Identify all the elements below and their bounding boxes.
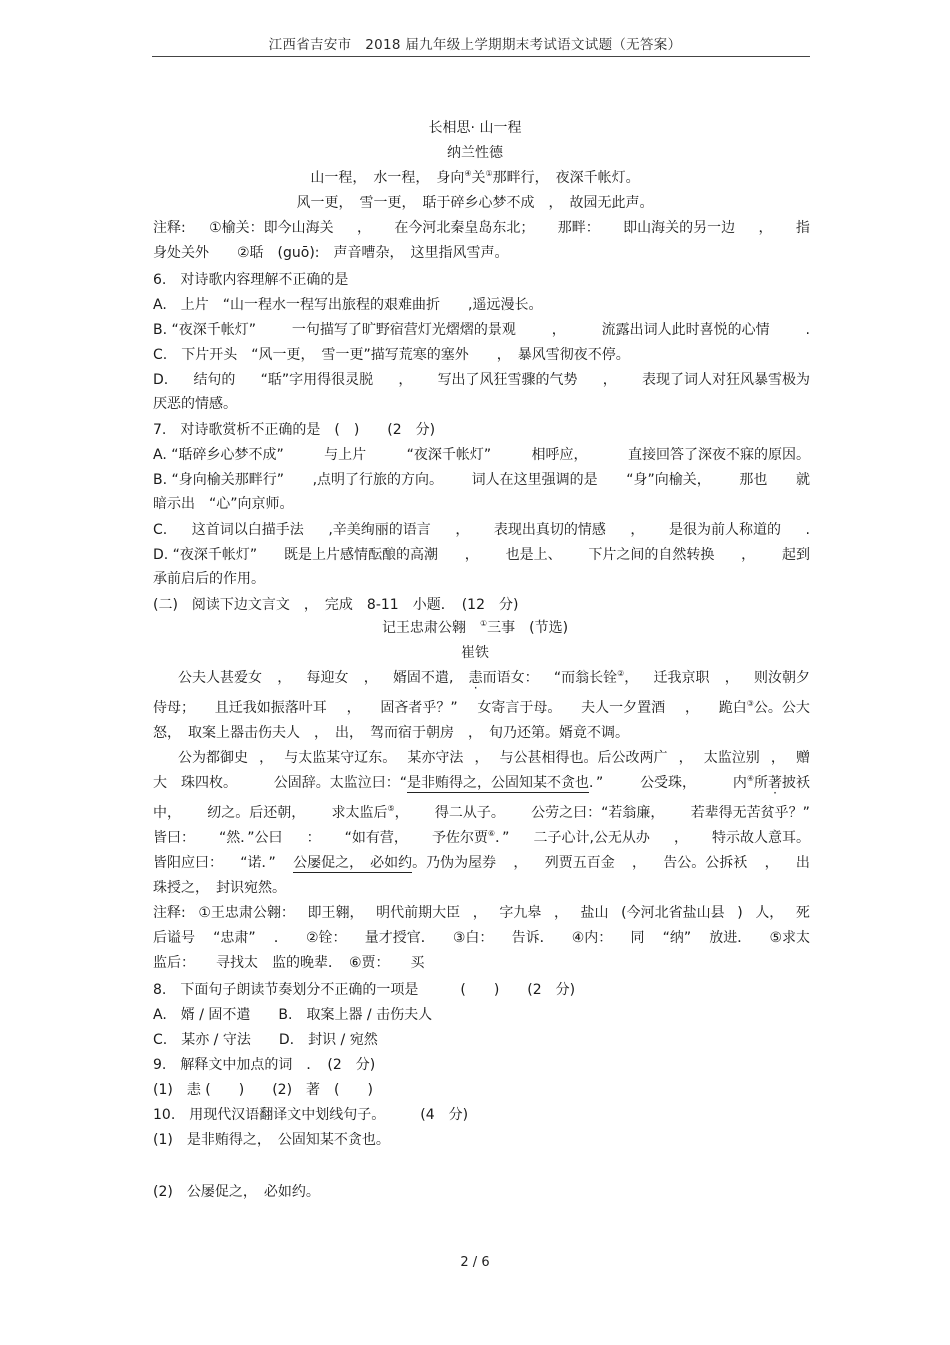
q7-option-d: D. “夜深千帐灯” 既是上片感情酝酿的高潮 ， 也是上、 下片之间的自然转换 ， 起到 xyxy=(153,547,810,563)
dotted-word-hui: 恚 xyxy=(468,670,483,686)
q6-option-d: D. 结句的 “聒”字用得很灵脱 ， 写出了风狂雪骤的气势 ， 表现了词人对狂风暴雪极为 xyxy=(153,372,810,388)
q7-option-a: A. “聒碎乡心梦不成” 与上片 “夜深千帐灯” 相呼应， 直接回答了深夜不寐的原因。 xyxy=(153,447,810,463)
classical-text-title: 记王忠肃公翱 ①三事 (节选) xyxy=(381,619,569,636)
classical-text-author: 崔铁 xyxy=(461,645,489,661)
q8-options-cd: C. 某亦 / 守法 D. 封识 / 宛然 xyxy=(153,1032,378,1048)
underlined-sentence-1: 是非贿得之，公固知某不贪也 xyxy=(407,775,590,791)
q6-stem: 6. 对诗歌内容理解不正确的是 xyxy=(153,272,349,288)
text-p1-line1: 公夫人甚爱女 ， 每迎女 ， 婿固不遣, 恚而语女： “而翁长铨②， 迁我京职 ， 则汝朝夕 xyxy=(178,669,810,686)
text-p2-line1: 公为都御史 ， 与太监某守辽东。 某亦守法 ， 与公甚相得也。后公改两广 ， 太监泣别 ， 赠 xyxy=(178,750,810,766)
q6-option-b: B. “夜深千帐灯” 一句描写了旷野宿营灯光熠熠的景观 ， 流露出词人此时喜悦的心情 . xyxy=(153,322,810,338)
text-p2-line2: 大 珠四枚。 公固辞。太监泣曰：“是非贿得之，公固知某不贪也．” 公受珠， 内④所著披袄 xyxy=(153,774,810,791)
q6-option-d-cont: 厌恶的情感。 xyxy=(153,396,237,412)
notes2-line3: 监后： 寻找太 监的晚辈． ⑥贾： 买 xyxy=(153,955,425,971)
q6-option-c: C. 下片开头 “风一更， 雪一更”描写荒寒的塞外 ， 暴风雪彻夜不停。 xyxy=(153,347,630,363)
q7-option-c: C. 这首词以白描手法 ,辛美绚丽的语言 ， 表现出真切的情感 ， 是很为前人称道的 . xyxy=(153,522,810,538)
q6-option-a: A. 上片 “山一程水一程写出旅程的艰难曲折 ,遥远漫长。 xyxy=(153,297,543,313)
q8-stem: 8. 下面句子朗读节奏划分不正确的一项是 ( ) (2 分) xyxy=(153,982,576,998)
poem-author: 纳兰性德 xyxy=(447,145,503,161)
notes2-line1: 注释: ①王忠肃公翱： 即王翱， 明代前期大臣 ， 字九皋 ， 盐山 (今河北省盐山县 ) 人， 死 xyxy=(153,905,810,921)
poem-note-line-2: 身处关外 ②聒 (guō): 声音嘈杂， 这里指风雪声。 xyxy=(153,245,509,261)
q7-option-b-cont: 暗示出 “心”向京师。 xyxy=(153,496,294,512)
underlined-sentence-2: 公屡促之， 必如约 xyxy=(293,855,413,871)
poem-note-line-1: 注释: ①榆关：即今山海关 ， 在今河北秦皇岛东北； 那畔： 即山海关的另一边 ， 指 xyxy=(153,220,810,236)
text-p2-line3: 中， 纫之。后还朝， 求太监后⑤， 得二从子。 公劳之曰：“若翁廉， 若辈得无苦贫乎？” xyxy=(153,804,810,821)
q7-option-d-cont: 承前启后的作用。 xyxy=(153,571,265,587)
q10-stem: 10. 用现代汉语翻译文中划线句子。 (4 分) xyxy=(153,1107,469,1123)
q9-stem: 9. 解释文中加点的词 ． (2 分) xyxy=(153,1057,376,1073)
dotted-word-zhu: 著 xyxy=(768,775,782,791)
q9-items: (1) 恚 ( ) (2) 著 ( ) xyxy=(153,1082,373,1098)
q8-options-ab: A. 婿 / 固不遣 B. 取案上器 / 击伤夫人 xyxy=(153,1007,433,1023)
text-p1-line3: 怒， 取案上器击伤夫人 ， 出， 驾而宿于朝房 ， 旬乃还第。婿竟不调。 xyxy=(153,725,629,741)
q10-item-1: (1) 是非贿得之， 公固知某不贪也。 xyxy=(153,1132,390,1148)
poem-title: 长相思· 山一程 xyxy=(428,120,522,136)
text-p1-line2: 侍母； 且迁我如振落叶耳 ， 固吝者乎？” 女寄言于母。 夫人一夕置酒 ， 跪白③公。公大 xyxy=(153,699,810,716)
q10-item-2: (2) 公屡促之， 必如约。 xyxy=(153,1184,320,1200)
text-p2-line5: 皆阳应曰： “诺．” 公屡促之， 必如约。乃伪为屋券 ， 列贾五百金 ， 告公。公拆袄 ， 出 xyxy=(153,855,810,871)
poem-line-2: 风一更， 雪一更， 聒于碎乡心梦不成 ， 故园无此声。 xyxy=(296,195,654,211)
page-header: 江西省吉安市 2018 届九年级上学期期末考试语文试题（无答案） xyxy=(268,37,682,53)
q7-option-b: B. “身向榆关那畔行” ,点明了行旅的方向。 词人在这里强调的是 “身”向榆关， 那也 就 xyxy=(153,472,810,488)
poem-line-1: 山一程， 水一程， 身向④关①那畔行， 夜深千帐灯。 xyxy=(310,169,640,186)
q7-stem: 7. 对诗歌赏析不正确的是 ( ) (2 分) xyxy=(153,422,436,438)
text-p2-line6: 珠授之， 封识宛然。 xyxy=(153,880,286,896)
notes2-line2: 后谥号 “忠肃” ． ②铨： 量才授官． ③白： 告诉． ④内： 同 “纳” 放进． ⑤求太 xyxy=(153,930,810,946)
text-p2-line4: 皆曰： “然．”公曰 ： “如有营， 予佐尔贾⑥．” 二子心计,公无从办 ， 特示故人意耳。 xyxy=(153,829,810,846)
section2-intro: (二) 阅读下边文言文 ， 完成 8-11 小题． (12 分) xyxy=(153,597,519,613)
header-rule xyxy=(152,56,810,57)
page-number: 2 / 6 xyxy=(460,1255,490,1270)
